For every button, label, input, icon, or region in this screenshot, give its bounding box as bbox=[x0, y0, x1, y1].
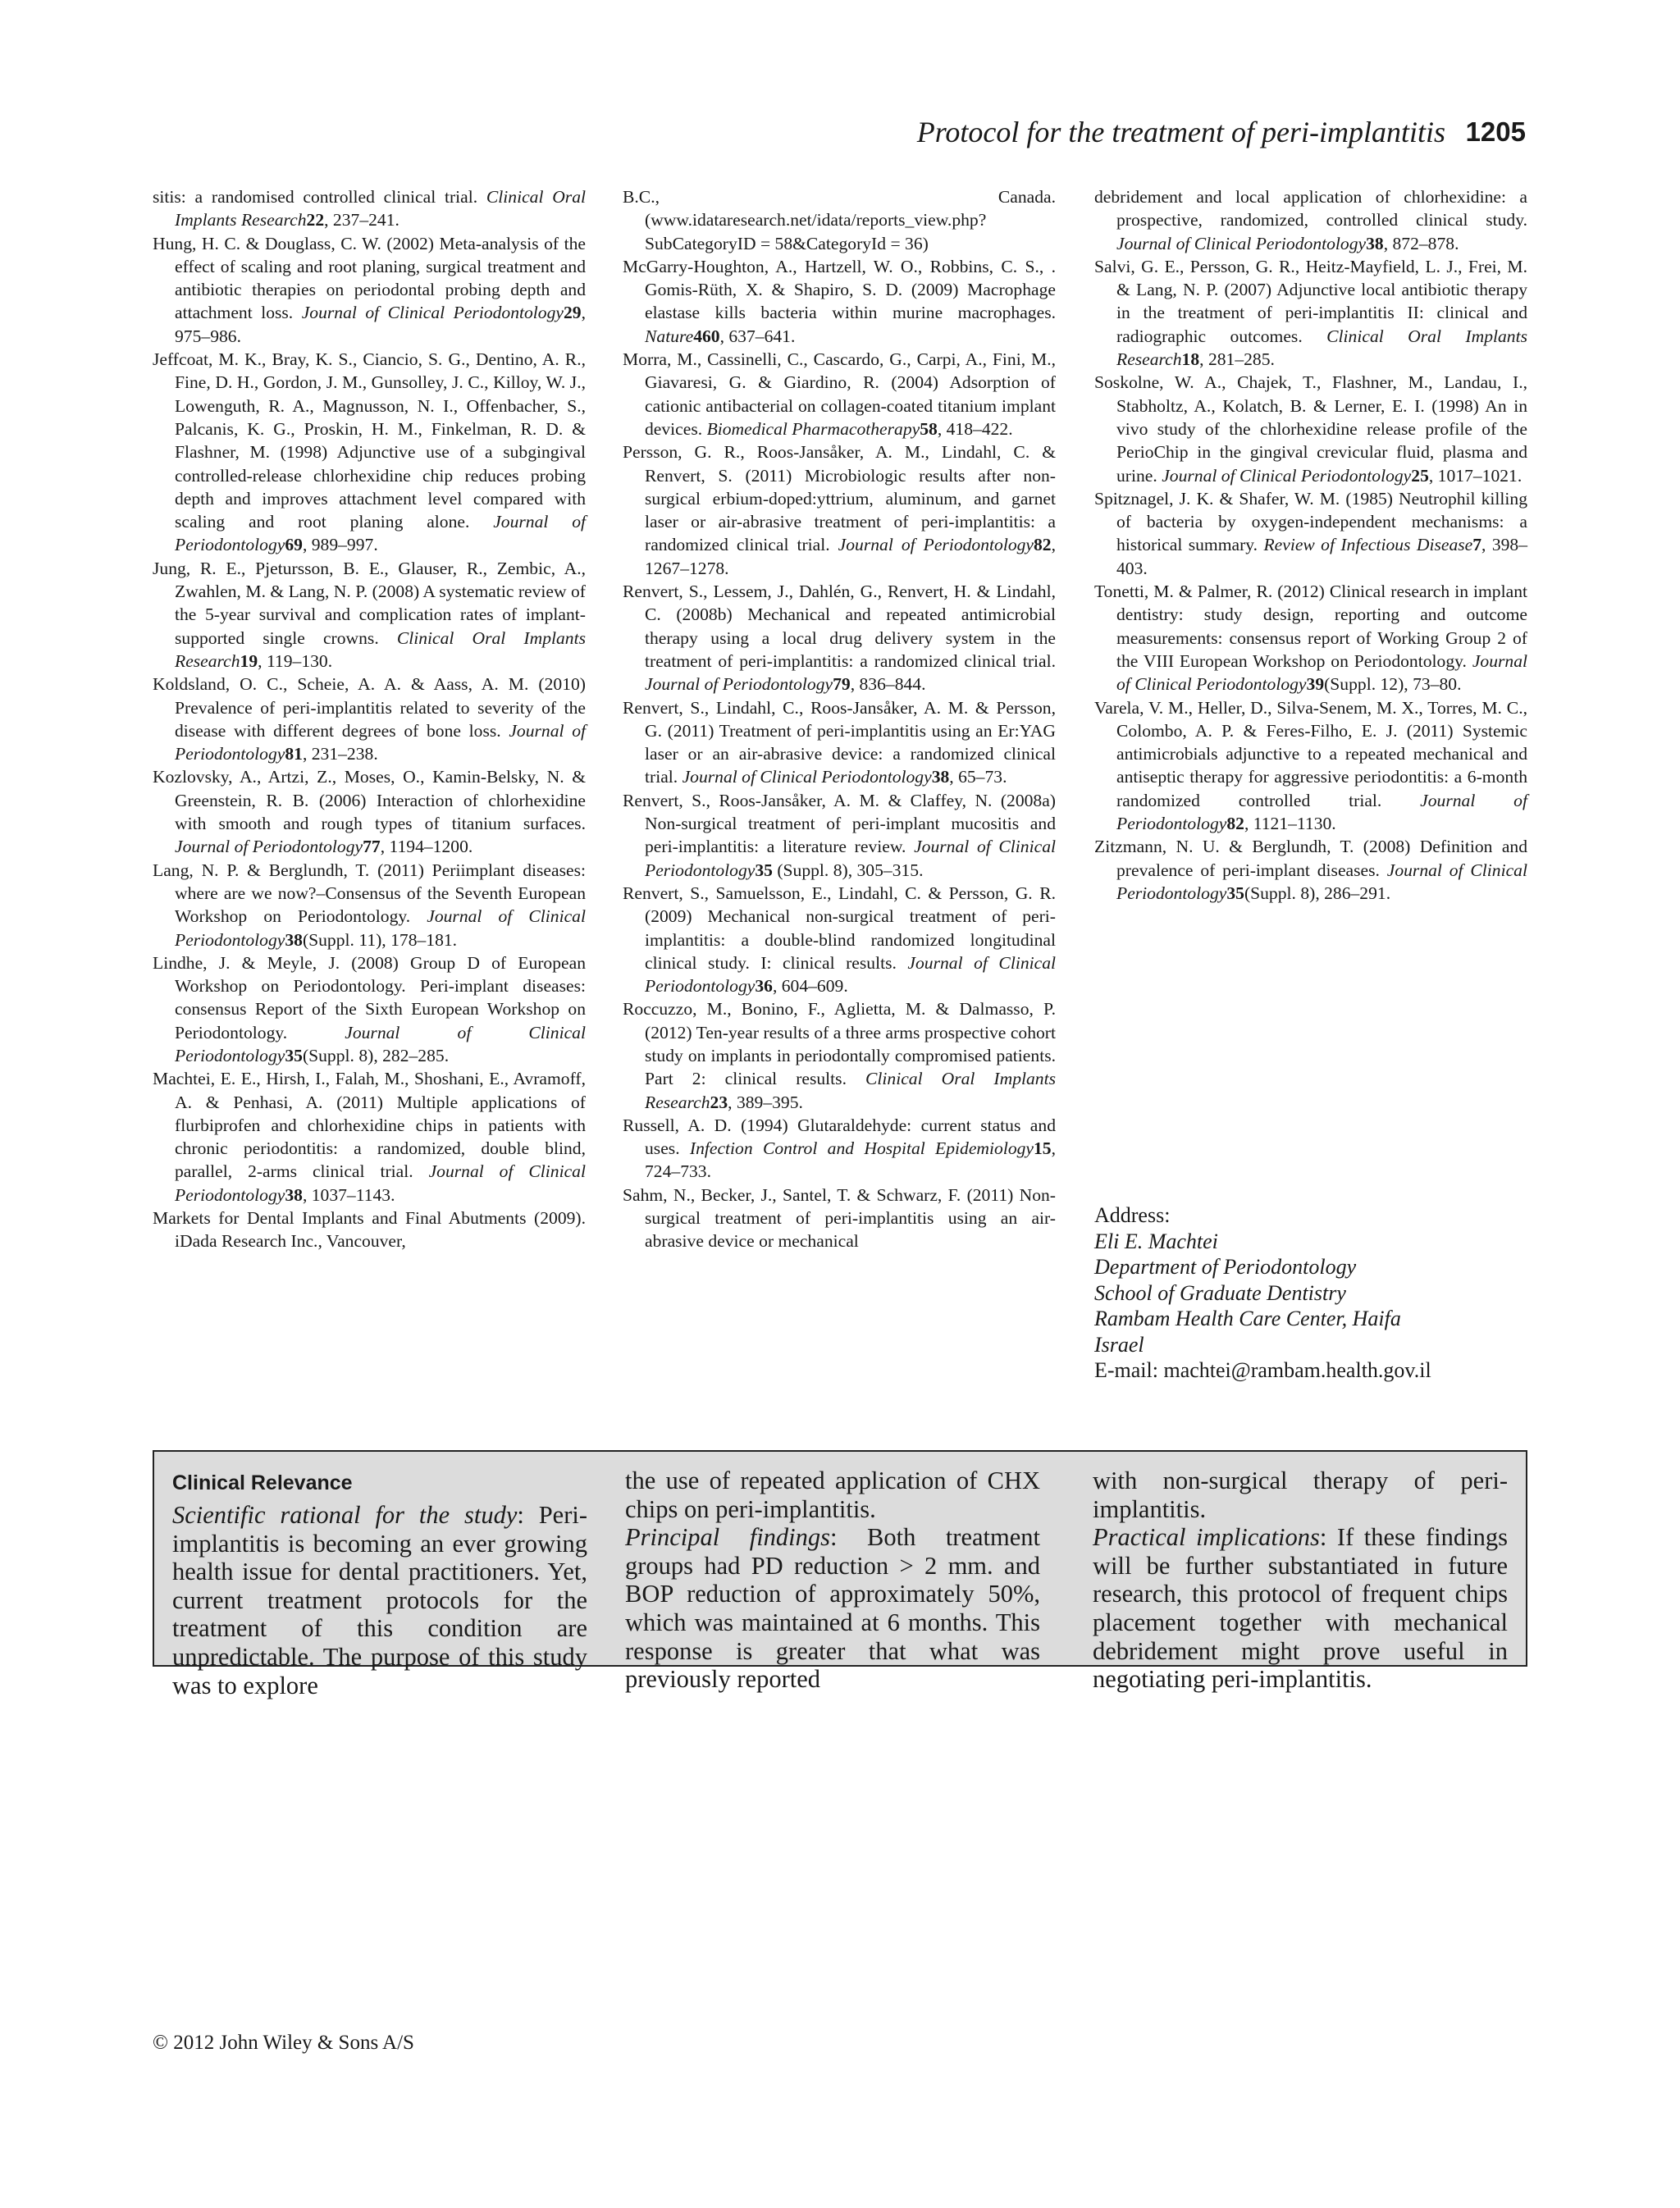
relevance-continuation: the use of repeated application of CHX chips on peri-implantitis. bbox=[625, 1467, 1040, 1523]
reference-volume: 25 bbox=[1411, 465, 1429, 486]
reference-authors-title: Sahm, N., Becker, J., Santel, T. & Schwarz, F. (2011) Non-surgical treatment of peri-implantitis using an air-abrasive device or mechanical bbox=[623, 1184, 1056, 1252]
reference-authors-title: Renvert, S., Roos-Jansåker, A. M. & Claffey, N. (2008a) Non-surgical treatment of peri-implant mucositis and peri-implantitis: a literature review. bbox=[623, 790, 1056, 857]
reference-journal: Journal of Clinical Periodontology bbox=[175, 1022, 586, 1065]
reference-volume: 38 bbox=[931, 767, 950, 787]
reference-pages: , 281–285. bbox=[1199, 349, 1275, 370]
reference-journal: Biomedical Pharmacotherapy bbox=[706, 418, 920, 439]
reference-journal: Journal of Periodontology bbox=[1116, 790, 1527, 834]
reference-entry bbox=[623, 580, 1056, 696]
reference-journal: Nature bbox=[645, 326, 694, 346]
reference-pages: , 65–73. bbox=[949, 767, 1007, 787]
reference-volume: 77 bbox=[363, 837, 381, 857]
reference-authors-title: Markets for Dental Implants and Final Abutments (2009). iDada Research Inc., Vancouver, bbox=[153, 1208, 586, 1252]
reference-authors-title: Hung, H. C. & Douglass, C. W. (2002) Meta-analysis of the effect of scaling and root planing, surgical treatment and antibiotic therapies on periodontal probing depth and attachment loss. bbox=[153, 233, 586, 323]
reference-pages: , 1194–1200. bbox=[380, 837, 473, 857]
reference-entry bbox=[623, 255, 1056, 348]
reference-authors-title: Varela, V. M., Heller, D., Silva-Senem, M. X., Torres, M. C., Colombo, A. P. & Feres-Filho, E. J. (2011) Systemic antimicrobials adjunctive to a repeated mechanical and antiseptic therapy for aggressive periodontitis: a 6-month randomized controlled trial. bbox=[1094, 697, 1527, 810]
department: Department of Periodontology bbox=[1094, 1255, 1357, 1279]
reference-authors-title: Morra, M., Cassinelli, C., Cascardo, G., Carpi, A., Fini, M., Giavaresi, G. & Giardino, R. (2004) Adsorption of cationic antibacterial on collagen-coated titanium implant devices. bbox=[623, 349, 1056, 439]
reference-entry bbox=[1094, 487, 1527, 580]
reference-authors-title: debridement and local application of chlorhexidine: a prospective, randomized, controlled clinical study. bbox=[1094, 187, 1527, 230]
email: E-mail: machtei@rambam.health.gov.il bbox=[1094, 1358, 1431, 1382]
relevance-implications bbox=[1093, 1523, 1508, 1694]
reference-journal: Journal of Periodontology bbox=[645, 674, 833, 695]
reference-authors-title: Tonetti, M. & Palmer, R. (2012) Clinical research in implant dentistry: study design, reporting and outcome measurements: consensus report of Working Group 2 of the VIII European Workshop on Periodontology. bbox=[1094, 582, 1527, 671]
reference-authors-title: Lindhe, J. & Meyle, J. (2008) Group D of European Workshop on Periodontology. Peri-implant diseases: consensus Report of the Sixth European Workshop on Periodontology. bbox=[153, 952, 586, 1042]
reference-entry bbox=[153, 557, 586, 673]
reference-pages: , 637–641. bbox=[719, 326, 796, 346]
reference-pages: , 604–609. bbox=[772, 976, 848, 997]
reference-authors-title: B.C., Canada. (www.idataresearch.net/idata/reports_view.php?SubCategoryID = 58&CategoryId = 36) bbox=[623, 187, 1056, 253]
reference-journal: Review of Infectious Disease bbox=[1263, 535, 1473, 555]
reference-journal: Journal of Clinical Periodontology bbox=[1162, 465, 1412, 486]
reference-column-2 bbox=[623, 185, 1056, 1253]
reference-column-1 bbox=[153, 185, 586, 1253]
reference-journal: Journal of Clinical Periodontology bbox=[175, 1161, 586, 1205]
reference-entry bbox=[1094, 185, 1527, 255]
reference-pages: , 975–986. bbox=[175, 303, 586, 346]
reference-volume: 38 bbox=[285, 929, 303, 950]
reference-pages: (Suppl. 8), 286–291. bbox=[1244, 883, 1391, 903]
reference-entry bbox=[153, 348, 586, 557]
reference-pages: , 1037–1143. bbox=[302, 1184, 395, 1205]
reference-entry bbox=[1094, 580, 1527, 696]
reference-journal: Infection Control and Hospital Epidemiology bbox=[689, 1138, 1034, 1159]
reference-volume: 460 bbox=[693, 326, 720, 346]
reference-pages: , 418–422. bbox=[937, 418, 1013, 439]
reference-volume: 38 bbox=[1366, 233, 1384, 253]
reference-journal: Journal of Periodontology bbox=[838, 535, 1034, 555]
findings-text: : Both treatment groups had PD reduction > 2 mm. and BOP reduction of approximately 50%, which was maintained at 6 months. This response is greater that what was previously reported bbox=[625, 1523, 1040, 1694]
reference-journal: Journal of Clinical Periodontology bbox=[682, 767, 932, 787]
reference-authors-title: sitis: a randomised controlled clinical trial. bbox=[153, 187, 478, 207]
reference-entry bbox=[153, 673, 586, 765]
reference-volume: 7 bbox=[1472, 535, 1482, 555]
reference-journal: Clinical Oral Implants Research bbox=[645, 1069, 1056, 1112]
reference-volume: 15 bbox=[1034, 1138, 1052, 1159]
reference-entry bbox=[153, 765, 586, 858]
reference-entry bbox=[153, 1207, 586, 1253]
reference-journal: Clinical Oral Implants Research bbox=[175, 627, 586, 671]
reference-pages: , 989–997. bbox=[302, 535, 378, 555]
reference-entry bbox=[153, 232, 586, 348]
implications-label: Practical implications bbox=[1093, 1523, 1320, 1552]
reference-authors-title: Koldsland, O. C., Scheie, A. A. & Aass, A. M. (2010) Prevalence of peri-implantitis related to severity of the disease with different degrees of bone loss. bbox=[153, 674, 586, 741]
reference-volume: 22 bbox=[306, 210, 325, 230]
implications-text: : If these findings will be further substantiated in future research, this protocol of frequent chips placement together with mechanical debridement might prove useful in negotiating peri-implantitis. bbox=[1093, 1523, 1508, 1694]
copyright-footer: © 2012 John Wiley & Sons A/S bbox=[153, 2032, 414, 2054]
reference-journal: Clinical Oral Implants Research bbox=[175, 187, 586, 230]
reference-journal: Journal of Clinical Periodontology bbox=[301, 303, 564, 323]
address-label: Address: bbox=[1094, 1203, 1171, 1227]
correspondence-address bbox=[1094, 1202, 1537, 1384]
reference-journal: Journal of Periodontology bbox=[175, 837, 363, 857]
reference-volume: 58 bbox=[920, 418, 938, 439]
health-center: Rambam Health Care Center, Haifa bbox=[1094, 1307, 1401, 1330]
reference-pages: , 1121–1130. bbox=[1244, 814, 1336, 834]
reference-volume: 35 bbox=[1226, 883, 1244, 903]
reference-journal: Journal of Periodontology bbox=[175, 720, 586, 764]
reference-entry bbox=[1094, 696, 1527, 836]
reference-volume: 35 bbox=[755, 860, 773, 880]
reference-journal: Journal of Clinical Periodontology bbox=[175, 906, 586, 950]
reference-entry bbox=[623, 440, 1056, 580]
reference-pages: , 237–241. bbox=[324, 210, 399, 230]
reference-pages: , 872–878. bbox=[1383, 233, 1459, 253]
reference-authors-title: Soskolne, W. A., Chajek, T., Flashner, M., Landau, I., Stabholtz, A., Kolatch, B. & Lerner, E. I. (1998) An in vivo study of the chlorhexidine release profile of the PerioChip in the gingival crevicular fluid, plasma and urine. bbox=[1094, 372, 1527, 486]
reference-pages: (Suppl. 12), 73–80. bbox=[1324, 674, 1462, 695]
reference-volume: 23 bbox=[710, 1092, 728, 1112]
reference-volume: 81 bbox=[285, 744, 303, 764]
reference-pages: , 119–130. bbox=[258, 650, 333, 671]
reference-entry bbox=[1094, 255, 1527, 371]
reference-column-3 bbox=[1094, 185, 1527, 905]
reference-volume: 82 bbox=[1226, 814, 1244, 834]
reference-entry bbox=[623, 882, 1056, 997]
reference-volume: 35 bbox=[285, 1045, 303, 1065]
reference-authors-title: Machtei, E. E., Hirsh, I., Falah, M., Shoshani, E., Avramoff, A. & Penhasi, A. (2011) Multiple applications of flurbiprofen and chlorhexidine chips in patients with chronic periodontitis: a randomized, double blind, parallel, 2-arms clinical trial. bbox=[153, 1069, 586, 1182]
reference-authors-title: Renvert, S., Lindahl, C., Roos-Jansåker, A. M. & Persson, G. (2011) Treatment of peri-implantitis using an Er:YAG laser or an air-abrasive device: a randomized clinical trial. bbox=[623, 697, 1056, 787]
reference-pages: (Suppl. 8), 305–315. bbox=[772, 860, 924, 880]
reference-authors-title: Salvi, G. E., Persson, G. R., Heitz-Mayfield, L. J., Frei, M. & Lang, N. P. (2007) Adjunctive local antibiotic therapy in the treatment of peri-implantitis II: clinical and radiographic outcomes. bbox=[1094, 256, 1527, 346]
reference-authors-title: Renvert, S., Lessem, J., Dahlén, G., Renvert, H. & Lindahl, C. (2008b) Mechanical and repeated antimicrobial therapy using a local drug delivery system in the treatment of peri-implantitis: a randomized clinical trial. bbox=[623, 582, 1056, 671]
running-title: Protocol for the treatment of peri-implantitis bbox=[916, 116, 1445, 148]
clinical-relevance-box bbox=[153, 1450, 1527, 1699]
reference-journal: Journal of Clinical Periodontology bbox=[645, 952, 1056, 997]
reference-pages: , 836–844. bbox=[850, 674, 926, 695]
reference-pages: , 389–395. bbox=[728, 1092, 803, 1112]
reference-entry bbox=[153, 951, 586, 1067]
relevance-continuation-2: with non-surgical therapy of peri-implantitis. bbox=[1093, 1467, 1508, 1523]
page-number: 1205 bbox=[1465, 116, 1526, 147]
relevance-findings bbox=[625, 1523, 1040, 1694]
reference-volume: 29 bbox=[564, 303, 582, 323]
country: Israel bbox=[1094, 1332, 1144, 1357]
reference-pages: , 724–733. bbox=[645, 1138, 1056, 1182]
reference-pages: (Suppl. 11), 178–181. bbox=[302, 929, 458, 950]
reference-entry bbox=[153, 1067, 586, 1207]
author-name: Eli E. Machtei bbox=[1094, 1229, 1218, 1253]
reference-journal: Journal of Clinical Periodontology bbox=[645, 837, 1056, 880]
reference-authors-title: Persson, G. R., Roos-Jansåker, A. M., Lindahl, C. & Renvert, S. (2011) Microbiologic results after non-surgical erbium-doped:yttrium, aluminum, and garnet laser or air-abrasive treatment of peri-implantitis: a randomized clinical trial. bbox=[623, 442, 1056, 555]
reference-authors-title: Renvert, S., Samuelsson, E., Lindahl, C. & Persson, G. R. (2009) Mechanical non-surgical treatment of peri-implantitis: a double-blind randomized longitudinal clinical study. I: clinical results. bbox=[623, 883, 1056, 973]
reference-authors-title: Jung, R. E., Pjetursson, B. E., Glauser, R., Zembic, A., Zwahlen, M. & Lang, N. P. (2008) A systematic review of the 5-year survival and complication rates of implant-supported single crowns. bbox=[153, 558, 586, 648]
reference-journal: Clinical Oral Implants Research bbox=[1116, 326, 1527, 370]
reference-authors-title: Kozlovsky, A., Artzi, Z., Moses, O., Kamin-Belsky, N. & Greenstein, R. B. (2006) Interaction of chlorhexidine with smooth and rough types of titanium surfaces. bbox=[153, 767, 586, 834]
reference-pages: , 1017–1021. bbox=[1428, 465, 1522, 486]
reference-pages: , 398–403. bbox=[1116, 535, 1528, 578]
reference-entry bbox=[623, 789, 1056, 882]
school: School of Graduate Dentistry bbox=[1094, 1280, 1346, 1305]
reference-pages: , 1267–1278. bbox=[645, 535, 1056, 578]
reference-entry bbox=[623, 997, 1056, 1113]
reference-authors-title: Lang, N. P. & Berglundh, T. (2011) Periimplant diseases: where are we now?–Consensus of the Seventh European Workshop on Periodontology. bbox=[153, 860, 586, 927]
reference-authors-title: Zitzmann, N. U. & Berglundh, T. (2008) Definition and prevalence of peri-implant diseases. bbox=[1094, 837, 1527, 880]
reference-authors-title: Jeffcoat, M. K., Bray, K. S., Ciancio, S. G., Dentino, A. R., Fine, D. H., Gordon, J. M., Gunsolley, J. C., Killoy, W. J., Lowenguth, R. A., Magnusson, N. I., Offenbacher, S., Palcanis, K. G., Proskin, H. M., Finkelman, R. D. & Flashner, M. (1998) Adjunctive use of a subgingival controlled-release chlorhexidine chip reduces probing depth and improves attachment level compared with scaling and root planing alone. bbox=[153, 349, 586, 532]
reference-authors-title: Spitznagel, J. K. & Shafer, W. M. (1985) Neutrophil killing of bacteria by oxygen-independent mechanisms: a historical summary. bbox=[1094, 488, 1527, 555]
reference-authors-title: Roccuzzo, M., Bonino, F., Aglietta, M. & Dalmasso, P. (2012) Ten-year results of a three arms prospective cohort study on implants in periodontally compromised patients. Part 2: clinical results. bbox=[623, 999, 1056, 1089]
reference-entry bbox=[623, 1114, 1056, 1184]
reference-volume: 38 bbox=[285, 1184, 303, 1205]
findings-label: Principal findings bbox=[625, 1523, 831, 1552]
page-header bbox=[870, 113, 1526, 151]
reference-journal: Journal of Clinical Periodontology bbox=[1116, 233, 1367, 253]
reference-entry bbox=[153, 859, 586, 951]
reference-volume: 36 bbox=[755, 976, 773, 997]
rational-label: Scientific rational for the study bbox=[172, 1501, 518, 1529]
reference-volume: 19 bbox=[240, 650, 258, 671]
relevance-column-1 bbox=[172, 1470, 587, 1699]
reference-entry bbox=[153, 185, 586, 232]
reference-volume: 69 bbox=[285, 535, 303, 555]
reference-volume: 79 bbox=[833, 674, 851, 695]
reference-journal: Journal of Clinical Periodontology bbox=[1116, 650, 1527, 695]
reference-entry bbox=[623, 696, 1056, 789]
reference-entry bbox=[623, 185, 1056, 255]
relevance-rational bbox=[172, 1501, 587, 1699]
relevance-title: Clinical Relevance bbox=[172, 1471, 353, 1494]
reference-authors-title: McGarry-Houghton, A., Hartzell, W. O., Robbins, C. S., . Gomis-Rüth, X. & Shapiro, S. D. (2009) Macrophage elastase kills bacteria within murine macrophages. bbox=[623, 256, 1056, 323]
reference-entry bbox=[1094, 371, 1527, 486]
reference-authors-title: Russell, A. D. (1994) Glutaraldehyde: current status and uses. bbox=[623, 1115, 1056, 1159]
rational-text: : Peri-implantitis is becoming an ever growing health issue for dental practitioners. Yet, current treatment protocols for the treatment of this condition are unpredictable. The purpose of this study was to explore bbox=[172, 1501, 587, 1699]
reference-pages: , 231–238. bbox=[302, 744, 378, 764]
reference-volume: 82 bbox=[1034, 535, 1052, 555]
relevance-column-2 bbox=[625, 1467, 1040, 1694]
reference-entry bbox=[623, 1184, 1056, 1253]
reference-journal: Journal of Clinical Periodontology bbox=[1116, 860, 1527, 903]
reference-entry bbox=[1094, 835, 1527, 905]
reference-pages: (Suppl. 8), 282–285. bbox=[302, 1045, 450, 1065]
reference-journal: Journal of Periodontology bbox=[175, 512, 586, 555]
relevance-column-3 bbox=[1093, 1467, 1508, 1694]
reference-entry bbox=[623, 348, 1056, 440]
reference-volume: 39 bbox=[1306, 674, 1325, 695]
reference-volume: 18 bbox=[1181, 349, 1200, 370]
